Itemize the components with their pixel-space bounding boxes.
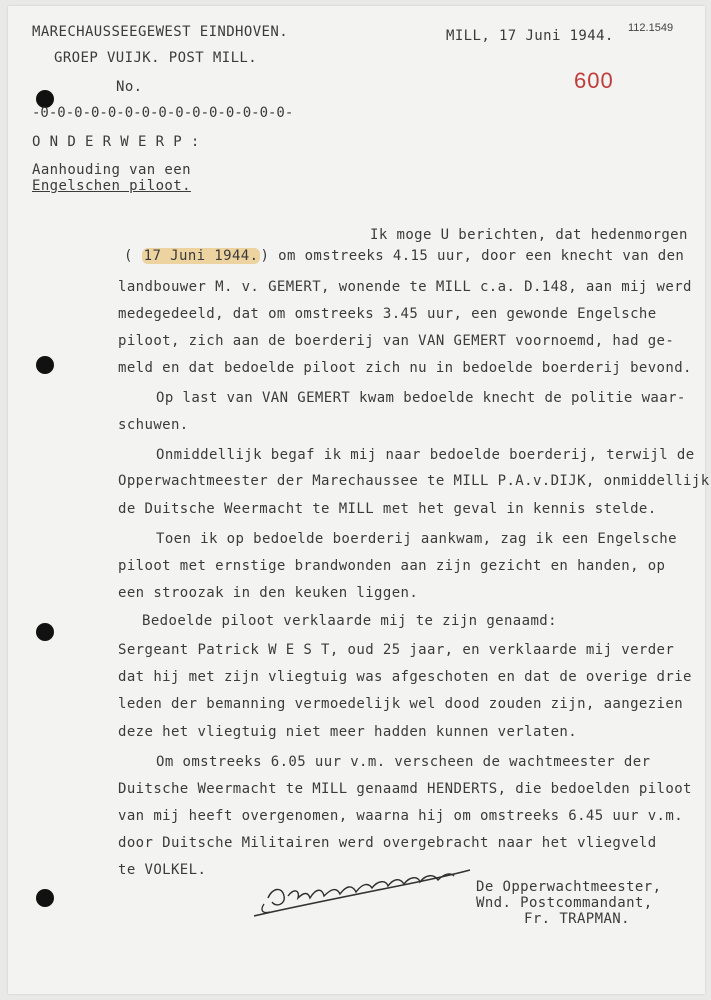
org-line-1: MARECHAUSSEEGEWEST EINDHOVEN. <box>32 24 289 40</box>
org-line-2: GROEP VUIJK. POST MILL. <box>54 50 258 66</box>
body-line: leden der bemanning vermoedelijk wel dood zouden zijn, aangezien <box>118 696 684 712</box>
body-line: Onmiddellijk begaf ik mij naar bedoelde boerderij, terwijl de <box>156 447 695 463</box>
body-line: schuwen. <box>118 417 189 433</box>
subject-line-1: Aanhouding van een <box>32 162 191 178</box>
body-line: Om omstreeks 6.05 uur v.m. verscheen de wachtmeester der <box>156 754 651 770</box>
body-line: landbouwer M. v. GEMERT, wonende te MILL c.a. D.148, aan mij werd <box>118 279 692 295</box>
body-line: door Duitsche Militairen werd overgebracht naar het vliegveld <box>118 835 657 851</box>
body-line: deze het vliegtuig niet meer hadden kunnen verlaten. <box>118 724 578 740</box>
handwritten-signature <box>248 858 478 924</box>
body-line: een stroozak in den keuken liggen. <box>118 585 419 601</box>
signature-title-1: De Opperwachtmeester, <box>476 879 662 895</box>
document-page <box>8 6 710 994</box>
place-date: MILL, 17 Juni 1944. <box>446 28 614 44</box>
body-line: Duitsche Weermacht te MILL genaamd HENDERTS, die bedoelden piloot <box>118 781 692 797</box>
body-line: meld en dat bedoelde piloot zich nu in bedoelde boerderij bevond. <box>118 360 692 376</box>
body-line: van mij heeft overgenomen, waarna hij om omstreeks 6.45 uur v.m. <box>118 808 684 824</box>
body-line: de Duitsche Weermacht te MILL met het geval in kennis stelde. <box>118 501 657 517</box>
body-line: Ik moge U berichten, dat hedenmorgen <box>370 227 688 243</box>
body-line: Sergeant Patrick W E S T, oud 25 jaar, en verklaarde mij verder <box>118 642 675 658</box>
body-line: Bedoelde piloot verklaarde mij te zijn genaamd: <box>142 613 557 629</box>
body-line: medegedeeld, dat om omstreeks 3.45 uur, een gewonde Engelsche <box>118 306 657 322</box>
subject-label: O N D E R W E R P : <box>32 134 200 150</box>
body-line: ( 17 Juni 1944. ) om omstreeks 4.15 uur, door een knecht van den <box>124 248 685 264</box>
punch-hole <box>36 356 54 374</box>
subject-line-2: Engelschen piloot. <box>32 178 191 194</box>
body-line: Opperwachtmeester der Marechaussee te MILL P.A.v.DIJK, onmiddellijk <box>118 473 710 489</box>
signature-name: Fr. TRAPMAN. <box>524 911 630 927</box>
signature-title-2: Wnd. Postcommandant, <box>476 895 653 911</box>
body-line: te VOLKEL. <box>118 862 207 878</box>
body-line: piloot met ernstige brandwonden aan zijn gezicht en handen, op <box>118 558 666 574</box>
punch-hole <box>36 889 54 907</box>
body-line: Toen ik op bedoelde boerderij aankwam, zag ik een Engelsche <box>156 531 677 547</box>
body-line: Op last van VAN GEMERT kwam bedoelde knecht de politie waar- <box>156 390 686 406</box>
body-line: dat hij met zijn vliegtuig was afgeschoten en dat de overige drie <box>118 669 692 685</box>
archive-number: 112.1549 <box>628 22 674 34</box>
punch-hole <box>36 623 54 641</box>
body-line: piloot, zich aan de boerderij van VAN GEMERT voornoemd, had ge- <box>118 333 675 349</box>
handwritten-number: 600 <box>574 68 614 93</box>
divider: -0-0-0-0-0-0-0-0-0-0-0-0-0-0-0- <box>32 105 294 121</box>
number-label: No. <box>116 79 143 95</box>
